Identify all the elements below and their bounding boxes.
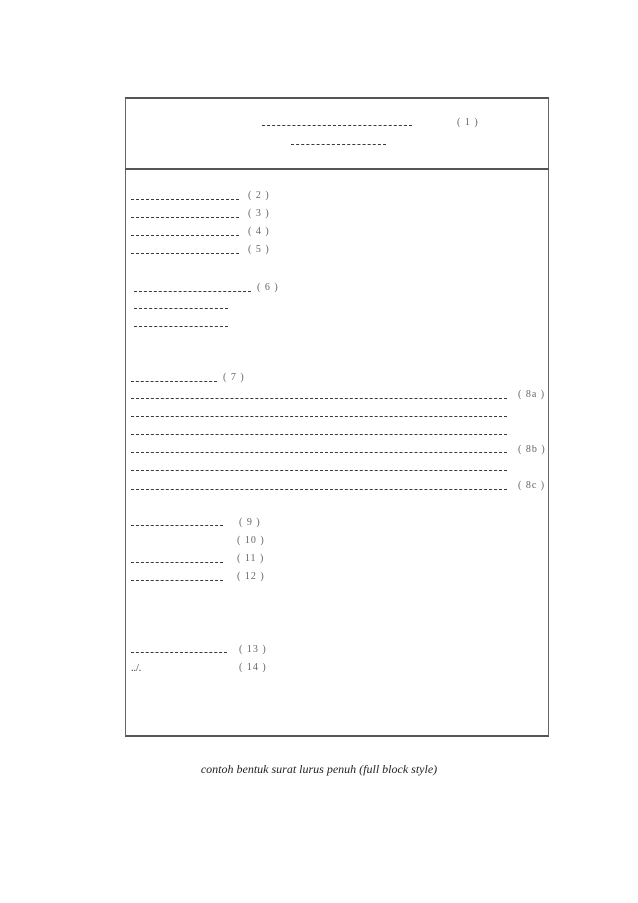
- marker-11: ( 11 ): [237, 553, 265, 564]
- date-line: [131, 199, 239, 200]
- body-line-5: [131, 470, 507, 471]
- marker-10: ( 10 ): [237, 535, 265, 546]
- number-line: [131, 217, 239, 218]
- attachment-line: [131, 235, 239, 236]
- marker-12: ( 12 ): [237, 571, 265, 582]
- initials-abbr: ../.: [131, 663, 142, 674]
- marker-2: ( 2 ): [248, 190, 270, 201]
- subject-line: [131, 253, 239, 254]
- closing-line: [131, 525, 223, 526]
- marker-9: ( 9 ): [239, 517, 261, 528]
- letterhead-line-2: [291, 144, 386, 145]
- marker-5: ( 5 ): [248, 244, 270, 255]
- marker-3: ( 3 ): [248, 208, 270, 219]
- address-line-1: [134, 291, 251, 292]
- address-line-2: [134, 308, 228, 309]
- body-line-6: [131, 489, 507, 490]
- marker-1: ( 1 ): [457, 117, 479, 128]
- signer-title-line: [131, 580, 223, 581]
- marker-8c: ( 8c ): [518, 480, 546, 491]
- body-line-4: [131, 452, 507, 453]
- marker-13: ( 13 ): [239, 644, 267, 655]
- copy-to-line: [131, 652, 227, 653]
- letterhead-separator: [125, 168, 549, 170]
- signer-name-line: [131, 562, 223, 563]
- body-line-3: [131, 434, 507, 435]
- marker-7: ( 7 ): [223, 372, 245, 383]
- address-line-3: [134, 326, 228, 327]
- letterhead-line-1: [262, 125, 412, 126]
- marker-6: ( 6 ): [257, 282, 279, 293]
- salutation-line: [131, 381, 217, 382]
- marker-8a: ( 8a ): [518, 389, 546, 400]
- letter-frame: [125, 97, 549, 737]
- figure-caption: contoh bentuk surat lurus penuh (full block style): [200, 762, 438, 776]
- marker-14: ( 14 ): [239, 662, 267, 673]
- marker-8b: ( 8b ): [518, 444, 546, 455]
- body-line-1: [131, 398, 507, 399]
- body-line-2: [131, 416, 507, 417]
- marker-4: ( 4 ): [248, 226, 270, 237]
